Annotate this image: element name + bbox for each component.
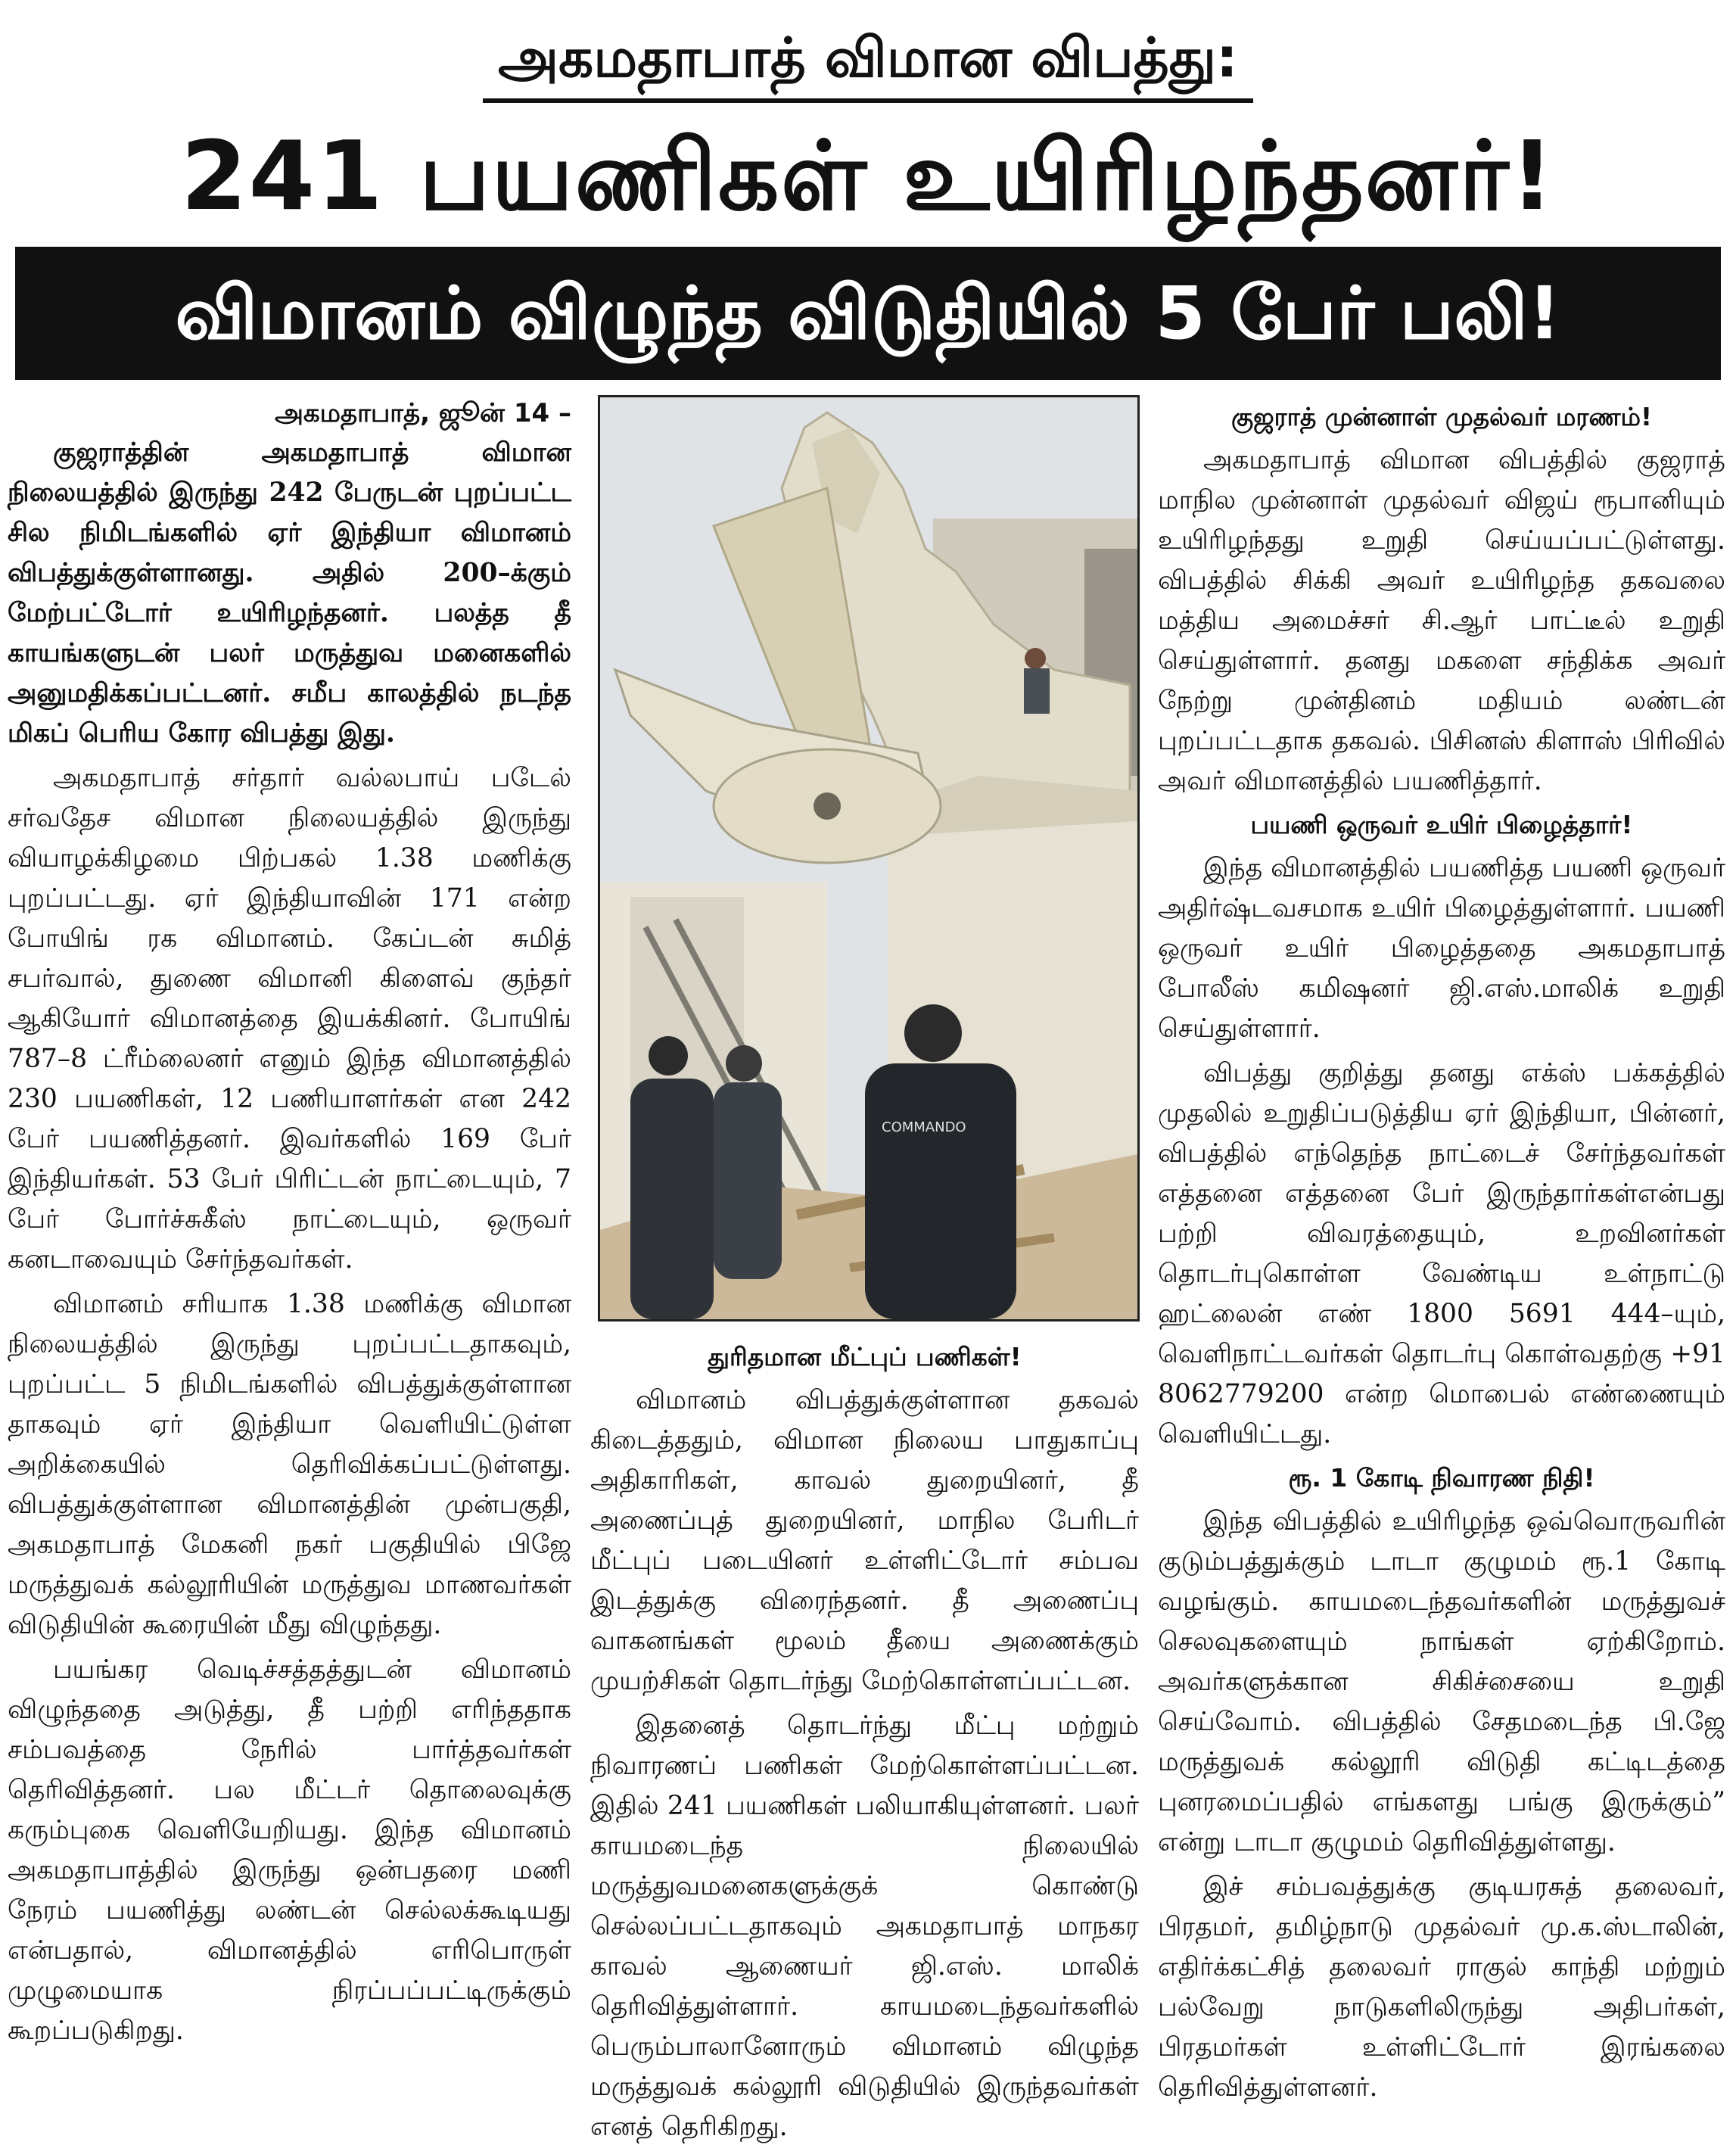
body-paragraph: விமானம் சரியாக 1.38 மணிக்கு விமான நிலையத்தில் இருந்து புறப்பட்டதாகவும், புறப்பட்ட 5 நிமிடங்களில் விபத்துக்குள்ளான தாகவும் ஏர் இந்தியா வெளியிட்டுள்ள அறிக்கையில் தெரிவிக்கப்பட்டுள்ளது. விபத்துக்குள்ளான விமானத்தின் முன்பகுதி, அகமதாபாத் மேகனி நகர் பகுதியில் பிஜே மருத்துவக் கல்லூரியின் மருத்துவ மாணவர்கள் விடுதியின் கூரையின் மீது விழுந்தது. bbox=[8, 1289, 571, 1640]
svg-text:COMMANDO: COMMANDO bbox=[882, 1119, 966, 1135]
article-column-left bbox=[8, 394, 571, 2051]
body-paragraph: இந்த விபத்தில் உயிரிழந்த ஒவ்வொருவரின் குடும்பத்துக்கும் டாடா குழுமம் ரூ.1 கோடி வழங்கும். காயமடைந்தவர்களின் மருத்துவச் செலவுகளையும் நாங்கள் ஏற்கிறோம். அவர்களுக்கான சிகிச்சையை உறுதி செய்வோம். விபத்தில் சேதமடைந்த பி.ஜே மருத்துவக் கல்லூரி விடுதி கட்டிடத்தை புனரமைப்பதில் எங்களது பங்கு இருக்கும்” என்று டாடா குழுமம் தெரிவித்துள்ளது. bbox=[1158, 1506, 1725, 1857]
subheading-former-cm: குஜராத் முன்னாள் முதல்வர் மரணம்! bbox=[1230, 402, 1653, 431]
body-paragraph: விமானம் விபத்துக்குள்ளான தகவல் கிடைத்ததும், விமான நிலைய பாதுகாப்பு அதிகாரிகள், காவல் துறையினர், தீ அணைப்புத் துறையினர், மாநில பேரிடர் மீட்புப் படையினர் உள்ளிட்டோர் சம்பவ இடத்துக்கு விரைந்தனர். தீ அணைப்பு வாகனங்கள் மூலம் தீயை அணைக்கும் முயற்சிகள் தொடர்ந்து மேற்கொள்ளப்பட்டன. bbox=[590, 1385, 1139, 1696]
body-paragraph: இந்த விமானத்தில் பயணித்த பயணி ஒருவர் அதிர்ஷ்டவசமாக உயிர் பிழைத்துள்ளார். பயணி ஒருவர் உயிர் பிழைத்ததை அகமதாபாத் போலீஸ் கமிஷனர் ஜி.எஸ்.மாலிக் உறுதி செய்துள்ளார். bbox=[1158, 853, 1725, 1044]
article-column-middle bbox=[590, 1334, 1139, 2147]
body-paragraph: இதனைத் தொடர்ந்து மீட்பு மற்றும் நிவாரணப் பணிகள் மேற்கொள்ளப்பட்டன. இதில் 241 பயணிகள் பலியாகியுள்ளனர். பலர் காயமடைந்த நிலையில் மருத்துவமனைகளுக்குக் கொண்டு செல்லப்பட்டதாகவும் அகமதாபாத் மாநகர காவல் ஆணையர் ஜி.எஸ். மாலிக் தெரிவித்துள்ளார். காயமடைந்தவர்களில் பெரும்பாலானோரும் விமானம் விழுந்த மருத்துவக் கல்லூரி விடுதியில் இருந்தவர்கள் எனத் தெரிகிறது. bbox=[590, 1711, 1139, 2142]
subheading-relief-fund: ரூ. 1 கோடி நிவாரண நிதி! bbox=[1288, 1463, 1595, 1493]
kicker-text: அகமதாபாத் விமான விபத்து: bbox=[483, 21, 1253, 103]
article-column-right bbox=[1158, 394, 1725, 2108]
subheading-rescue: துரிதமான மீட்புப் பணிகள்! bbox=[708, 1342, 1022, 1371]
lead-paragraph: குஜராத்தின் அகமதாபாத் விமான நிலையத்தில் இருந்து 242 பேருடன் புறப்பட்ட சில நிமிடங்களில் ஏர் இந்தியா விமானம் விபத்துக்குள்ளானது. அதில் 200–க்கும் மேற்பட்டோர் உயிரிழந்தனர். பலத்த தீ காயங்களுடன் பலர் மருத்துவ மனைகளில் அனுமதிக்கப்பட்டனர். சமீப காலத்தில் நடந்த மிகப் பெரிய கோர விபத்து இது. bbox=[8, 437, 571, 749]
main-headline: 241 பயணிகள் உயிரிழந்தனர்! bbox=[180, 120, 1556, 232]
body-paragraph: அகமதாபாத் விமான விபத்தில் குஜராத் மாநில முன்னாள் முதல்வர் விஜய் ரூபானியும் உயிரிழந்தது உறுதி செய்யப்பட்டுள்ளது. விபத்தில் சிக்கி அவர் உயிரிழந்த தகவலை மத்திய அமைச்சர் சி.ஆர் பாட்டீல் உறுதி செய்துள்ளார். தனது மகளை சந்திக்க அவர் நேற்று முன்தினம் மதியம் லண்டன் புறப்பட்டதாக தகவல். பிசினஸ் கிளாஸ் பிரிவில் அவர் விமானத்தில் பயணித்தார். bbox=[1158, 445, 1725, 796]
subheading-survivor: பயணி ஒருவர் உயிர் பிழைத்தார்! bbox=[1250, 810, 1633, 839]
dateline: அகமதாபாத், ஜூன் 14 – bbox=[275, 398, 571, 428]
kicker-heading bbox=[0, 21, 1736, 103]
subheadline-banner: விமானம் விழுந்த விடுதியில் 5 பேர் பலி! bbox=[15, 247, 1721, 380]
body-paragraph: இச் சம்பவத்துக்கு குடியரசுத் தலைவர், பிரதமர், தமிழ்நாடு முதல்வர் மு.க.ஸ்டாலின், எதிர்க்கட்சித் தலைவர் ராகுல் காந்தி மற்றும் பல்வேறு நாடுகளிலிருந்து அதிபர்கள், பிரதமர்கள் உள்ளிட்டோர் இரங்கலை தெரிவித்துள்ளனர். bbox=[1158, 1872, 1725, 2103]
body-paragraph: விபத்து குறித்து தனது எக்ஸ் பக்கத்தில் முதலில் உறுதிப்படுத்திய ஏர் இந்தியா, பின்னர், விபத்தில் எந்தெந்த நாட்டைச் சேர்ந்தவர்கள் எத்தனை எத்தனை பேர் இருந்தார்கள்என்பது பற்றி விவரத்தையும், உறவினர்கள் தொடர்புகொள்ள வேண்டிய உள்நாட்டு ஹட்லைன் எண் 1800 5691 444–யும், வெளிநாட்டவர்கள் தொடர்பு கொள்வதற்கு +91 8062779200 என்ற மொபைல் எண்ணையும் வெளியிட்டது. bbox=[1158, 1058, 1725, 1449]
crash-site-illustration bbox=[600, 397, 1137, 1319]
crash-site-photo bbox=[598, 395, 1140, 1321]
body-paragraph: பயங்கர வெடிச்சத்தத்துடன் விமானம் விழுந்ததை அடுத்து, தீ பற்றி எரிந்ததாக சம்பவத்தை நேரில் பார்த்தவர்கள் தெரிவித்தனர். பல மீட்டர் தொலைவுக்கு கரும்புகை வெளியேறியது. இந்த விமானம் அகமதாபாத்தில் இருந்து ஒன்பதரை மணி நேரம் பயணித்து லண்டன் செல்லக்கூடியது என்பதால், விமானத்தில் எரிபொருள் முழுமையாக நிரப்பப்பட்டிருக்கும் கூறப்படுகிறது. bbox=[8, 1655, 571, 2046]
body-paragraph: அகமதாபாத் சர்தார் வல்லபாய் படேல் சர்வதேச விமான நிலையத்தில் இருந்து வியாழக்கிழமை பிற்பகல் 1.38 மணிக்கு புறப்பட்டது. ஏர் இந்தியாவின் 171 என்ற போயிங் ரக விமானம். கேப்டன் சுமித் சபர்வால், துணை விமானி கிளைவ் குந்தர் ஆகியோர் விமானத்தை இயக்கினர். போயிங் 787–8 ட்ரீம்லைனர் எனும் இந்த விமானத்தில் 230 பயணிகள், 12 பணியாளர்கள் என 242 பேர் பயணித்தனர். இவர்களில் 169 பேர் இந்தியர்கள். 53 பேர் பிரிட்டன் நாட்டையும், 7 பேர் போர்ச்சுகீஸ் நாட்டையும், ஒருவர் கனடாவையும் சேர்ந்தவர்கள். bbox=[8, 763, 571, 1275]
